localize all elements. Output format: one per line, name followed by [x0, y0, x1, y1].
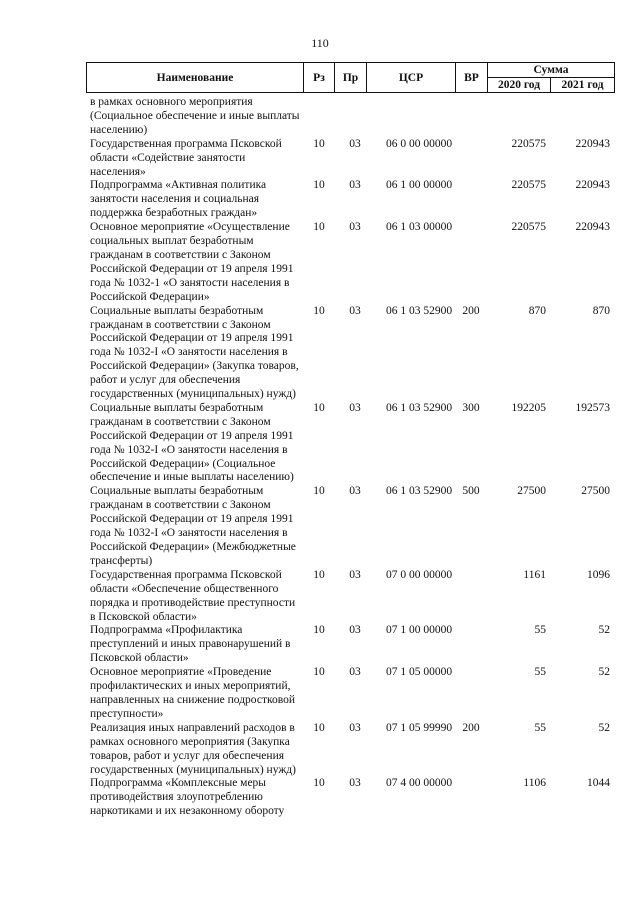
table-row	[90, 722, 630, 778]
row-pr: 03	[349, 777, 361, 790]
header-pr: Пр	[335, 63, 367, 93]
row-vr	[458, 96, 484, 138]
row-sum-2021: 1044	[587, 777, 610, 790]
row-vr: 500	[462, 485, 480, 498]
row-sum-2020: 1161	[523, 568, 546, 581]
row-rz: 10	[313, 401, 325, 414]
table-row	[90, 666, 630, 722]
row-csr	[386, 96, 458, 138]
table-row	[90, 624, 630, 666]
header-2020: 2020 год	[488, 78, 551, 93]
row-sum-2021: 52	[598, 721, 610, 734]
table-header	[86, 62, 615, 93]
table-body	[90, 96, 630, 819]
row-rz: 10	[313, 624, 325, 637]
row-rz: 10	[313, 137, 325, 150]
table-row	[90, 96, 630, 138]
table-row	[90, 569, 630, 625]
row-sum-2020: 192205	[511, 401, 546, 414]
row-vr	[458, 777, 484, 819]
table-row	[90, 221, 630, 304]
row-sum-2021: 220943	[575, 221, 610, 234]
row-pr: 03	[349, 401, 361, 414]
row-pr	[338, 96, 372, 138]
row-sum-2020: 55	[534, 624, 546, 637]
row-rz: 10	[313, 179, 325, 192]
table-row	[90, 305, 630, 402]
row-vr	[458, 179, 484, 221]
row-vr	[458, 624, 484, 666]
row-vr: 300	[462, 401, 480, 414]
row-rz: 10	[313, 304, 325, 317]
row-pr: 03	[349, 137, 361, 150]
row-sum-2020: 27500	[517, 485, 546, 498]
row-vr	[458, 138, 484, 180]
row-csr: 06 1 03 52900	[386, 401, 453, 414]
row-rz: 10	[313, 666, 325, 679]
row-csr: 07 1 05 99990	[386, 721, 453, 734]
header-csr: ЦСР	[367, 63, 456, 93]
row-sum-2021: 1096	[587, 568, 610, 581]
table-row	[90, 179, 630, 221]
row-vr	[458, 666, 484, 722]
row-rz: 10	[313, 221, 325, 234]
row-name: Подпрограмма «Комплексные меры противодействия злоупотреблению наркотиками и их незаконному обороту	[90, 777, 285, 818]
row-csr: 06 1 03 00000	[386, 221, 453, 234]
row-sum-2020: 1106	[523, 777, 546, 790]
header-sum: Сумма	[488, 63, 615, 78]
row-sum-2021: 192573	[575, 401, 610, 414]
row-rz	[306, 96, 332, 138]
row-sum-2021: 52	[598, 624, 610, 637]
row-sum-2020: 55	[534, 666, 546, 679]
row-pr: 03	[349, 568, 361, 581]
row-sum-2020: 220575	[511, 179, 546, 192]
row-csr: 07 4 00 00000	[386, 777, 453, 790]
row-name: Основное мероприятие «Осуществление социальных выплат безработным гражданам в соответствии с Законом Российской Федерации от 19 апреля 1991 года № 1032-1 «О занятости населения в Российской Федерации»	[90, 221, 294, 303]
row-sum-2020: 55	[534, 721, 546, 734]
row-csr: 06 1 03 52900	[386, 485, 453, 498]
header-name: Наименование	[87, 63, 304, 93]
row-sum-2021: 220943	[575, 179, 610, 192]
header-vr: ВР	[456, 63, 488, 93]
row-sum-2021: 220943	[575, 137, 610, 150]
row-sum-2020: 220575	[511, 137, 546, 150]
row-csr: 07 0 00 00000	[386, 568, 453, 581]
row-rz: 10	[313, 721, 325, 734]
row-rz: 10	[313, 568, 325, 581]
table-row	[90, 777, 630, 819]
row-vr	[458, 569, 484, 625]
row-pr: 03	[349, 624, 361, 637]
row-name: Социальные выплаты безработным гражданам в соответствии с Законом Российской Федерации от 19 апреля 1991 года № 1032-I «О занятости населения в Российской Федерации» (Межбюджетные трансферты)	[90, 485, 296, 567]
row-vr: 200	[462, 721, 480, 734]
row-pr: 03	[349, 304, 361, 317]
row-pr: 03	[349, 666, 361, 679]
row-name: Социальные выплаты безработным гражданам в соответствии с Законом Российской Федерации от 19 апреля 1991 года № 1032-I «О занятости населения в Российской Федерации» (Социальное обеспечение и иные выплаты населению)	[90, 401, 294, 484]
row-name: Государственная программа Псковской области «Обеспечение общественного порядка и противодействие преступности в Псковской области»	[90, 568, 296, 623]
row-rz: 10	[313, 777, 325, 790]
row-sum-2020: 220575	[511, 221, 546, 234]
row-name: Основное мероприятие «Проведение профилактических и иных мероприятий, направленных на снижение подростковой преступности»	[90, 666, 295, 720]
row-csr: 06 1 00 00000	[386, 179, 453, 192]
row-pr: 03	[349, 485, 361, 498]
row-name: Подпрограмма «Активная политика занятости населения и социальная поддержка безработных граждан»	[90, 179, 267, 220]
table-row	[90, 402, 630, 485]
row-name: в рамках основного мероприятия (Социальное обеспечение и иные выплаты населению)	[90, 96, 300, 136]
row-csr: 06 0 00 00000	[386, 137, 453, 150]
header-rz: Рз	[304, 63, 335, 93]
row-vr: 200	[462, 304, 480, 317]
row-vr	[458, 221, 484, 304]
row-sum-2021: 27500	[581, 485, 610, 498]
page-number: 110	[311, 36, 329, 50]
table-row	[90, 138, 630, 180]
table-row	[90, 485, 630, 568]
row-csr: 07 1 00 00000	[386, 624, 453, 637]
row-sum-2021: 870	[592, 304, 610, 317]
row-name: Реализация иных направлений расходов в рамках основного мероприятия (Закупка товаров, работ и услуг для обеспечения государственных (муниципальных) нужд)	[90, 721, 296, 776]
row-name: Государственная программа Псковской области «Содействие занятости населения»	[90, 137, 282, 178]
row-csr: 06 1 03 52900	[386, 304, 453, 317]
row-name: Подпрограмма «Профилактика преступлений и иных правонарушений в Псковской области»	[90, 624, 291, 665]
row-pr: 03	[349, 179, 361, 192]
row-rz: 10	[313, 485, 325, 498]
row-pr: 03	[349, 721, 361, 734]
row-csr: 07 1 05 00000	[386, 666, 453, 679]
row-sum-2021	[546, 96, 610, 138]
row-sum-2021: 52	[598, 666, 610, 679]
row-sum-2020	[484, 96, 546, 138]
header-2021: 2021 год	[551, 78, 615, 93]
row-sum-2020: 870	[528, 304, 546, 317]
row-pr: 03	[349, 221, 361, 234]
row-name: Социальные выплаты безработным гражданам в соответствии с Законом Российской Федерации от 19 апреля 1991 года № 1032-I «О занятости населения в Российской Федерации» (Закупка товаров, работ и услуг для обеспечения государственных (муниципальных) нужд)	[90, 304, 299, 401]
